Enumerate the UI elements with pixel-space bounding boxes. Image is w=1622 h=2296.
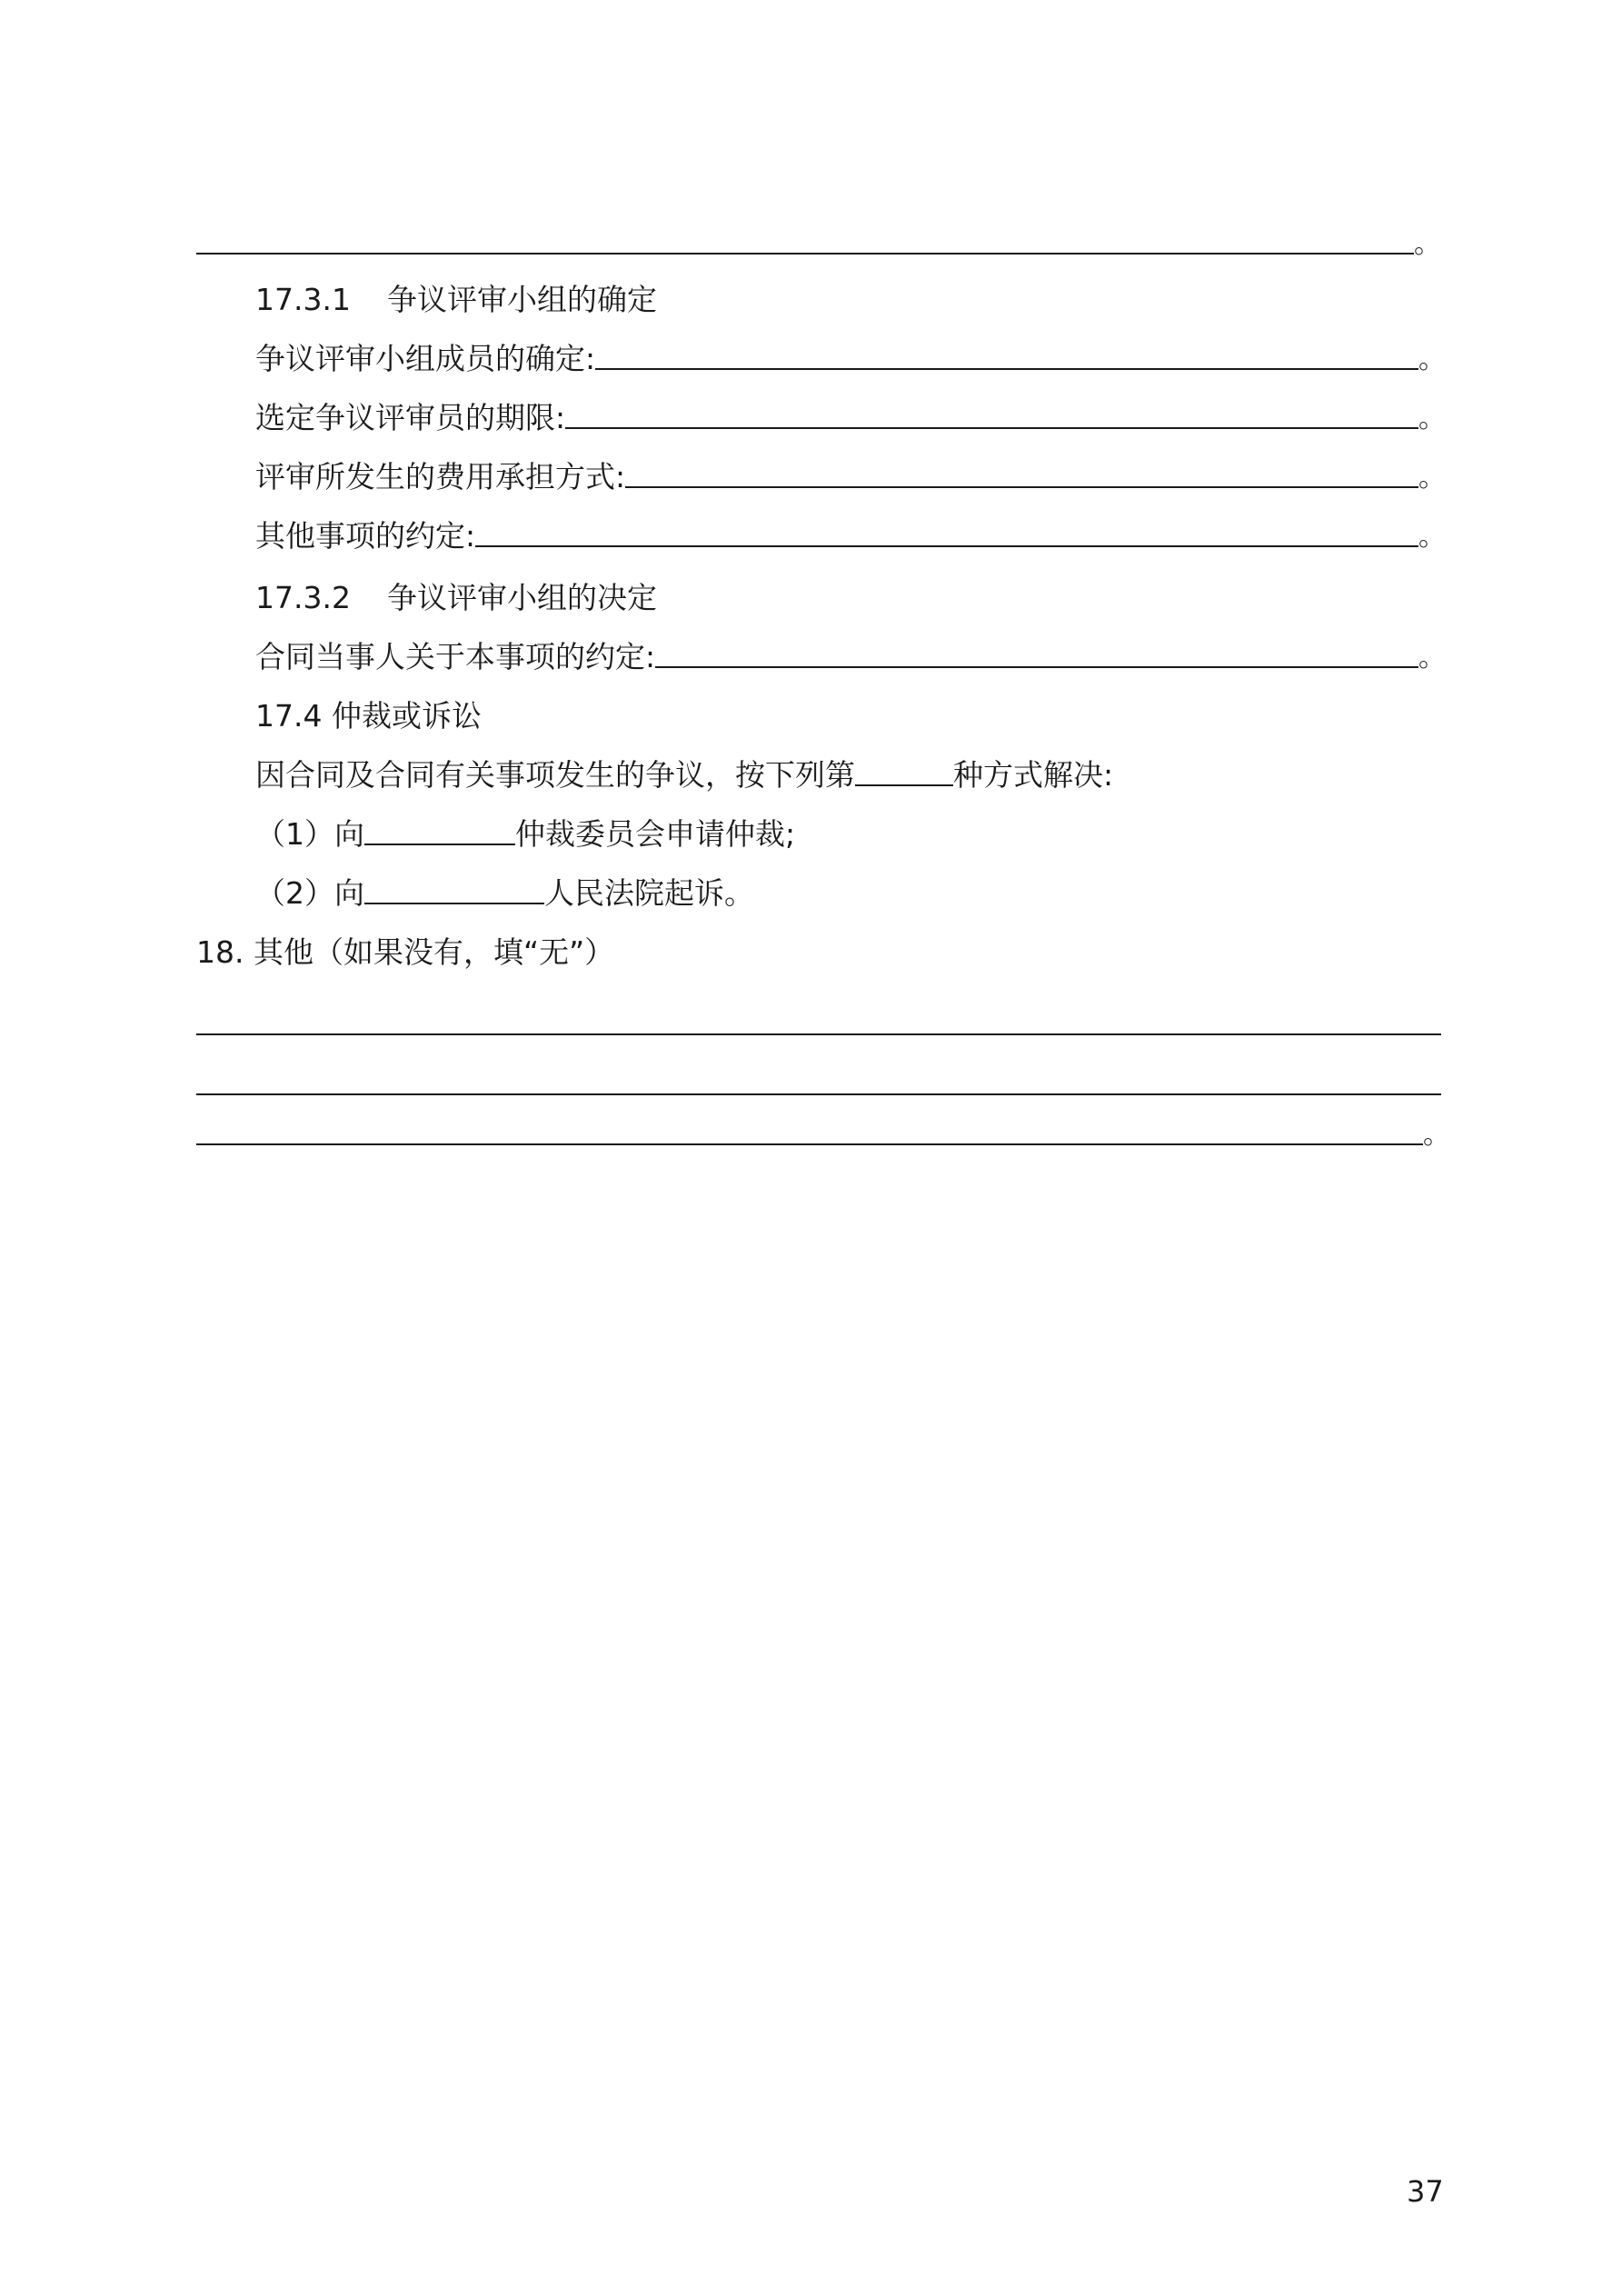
period: 。 (1418, 403, 1446, 434)
option-2-after: 人民法院起诉。 (544, 875, 754, 911)
option-1-row (255, 816, 796, 852)
fees-blank[interactable] (625, 486, 1418, 488)
option-2-row (255, 875, 754, 911)
members-blank[interactable] (595, 368, 1418, 370)
fees-row (255, 459, 1446, 494)
section-title: 争议评审小组的决定 (386, 580, 657, 615)
section-18-heading (196, 934, 615, 970)
answer-line-1[interactable] (196, 1033, 1441, 1035)
period: 。 (1418, 521, 1446, 553)
dispute-row (255, 757, 1114, 793)
members-label: 争议评审小组成员的确定: (255, 341, 596, 376)
section-title: 18. 其他（如果没有，填“无”） (196, 934, 615, 970)
parties-label: 合同当事人关于本事项的约定: (255, 639, 656, 674)
section-number: 17.3.2 (255, 580, 351, 615)
fees-label: 评审所发生的费用承担方式: (255, 459, 626, 494)
period: 。 (1418, 344, 1446, 375)
section-title: 争议评审小组的确定 (386, 282, 657, 317)
period: 。 (1423, 1119, 1450, 1151)
answer-line-2[interactable] (196, 1093, 1441, 1095)
section-number: 17.3.1 (255, 282, 351, 317)
method-number-blank[interactable] (855, 784, 953, 786)
blank-field[interactable] (196, 253, 1414, 255)
option-1-before: （1）向 (255, 816, 364, 852)
court-blank[interactable] (364, 903, 544, 904)
period: 。 (1418, 462, 1446, 494)
term-label: 选定争议评审员的期限: (255, 400, 566, 435)
section-17-3-1-heading (255, 282, 657, 317)
period: 。 (1414, 228, 1441, 260)
other-matters-blank[interactable] (475, 545, 1418, 547)
answer-line-3[interactable] (196, 1143, 1423, 1145)
parties-row (255, 639, 1446, 674)
section-17-4-heading (255, 698, 482, 734)
dispute-text-after: 种方式解决: (953, 757, 1114, 793)
arbitration-commission-blank[interactable] (364, 844, 515, 845)
top-blank-line (196, 228, 1441, 260)
answer-line-3-row (196, 1119, 1450, 1151)
dispute-text-before: 因合同及合同有关事项发生的争议，按下列第 (255, 757, 855, 793)
term-blank[interactable] (565, 427, 1418, 429)
section-17-3-2-heading (255, 580, 657, 615)
term-row (255, 400, 1446, 435)
other-matters-label: 其他事项的约定: (255, 518, 476, 554)
section-title: 17.4 仲裁或诉讼 (255, 698, 482, 734)
parties-blank[interactable] (655, 666, 1418, 668)
period: 。 (1418, 642, 1446, 674)
option-2-before: （2）向 (255, 875, 364, 911)
other-matters-row (255, 518, 1446, 554)
page-number: 37 (1407, 2174, 1444, 2209)
option-1-after: 仲裁委员会申请仲裁; (515, 816, 796, 852)
members-row (255, 341, 1446, 376)
